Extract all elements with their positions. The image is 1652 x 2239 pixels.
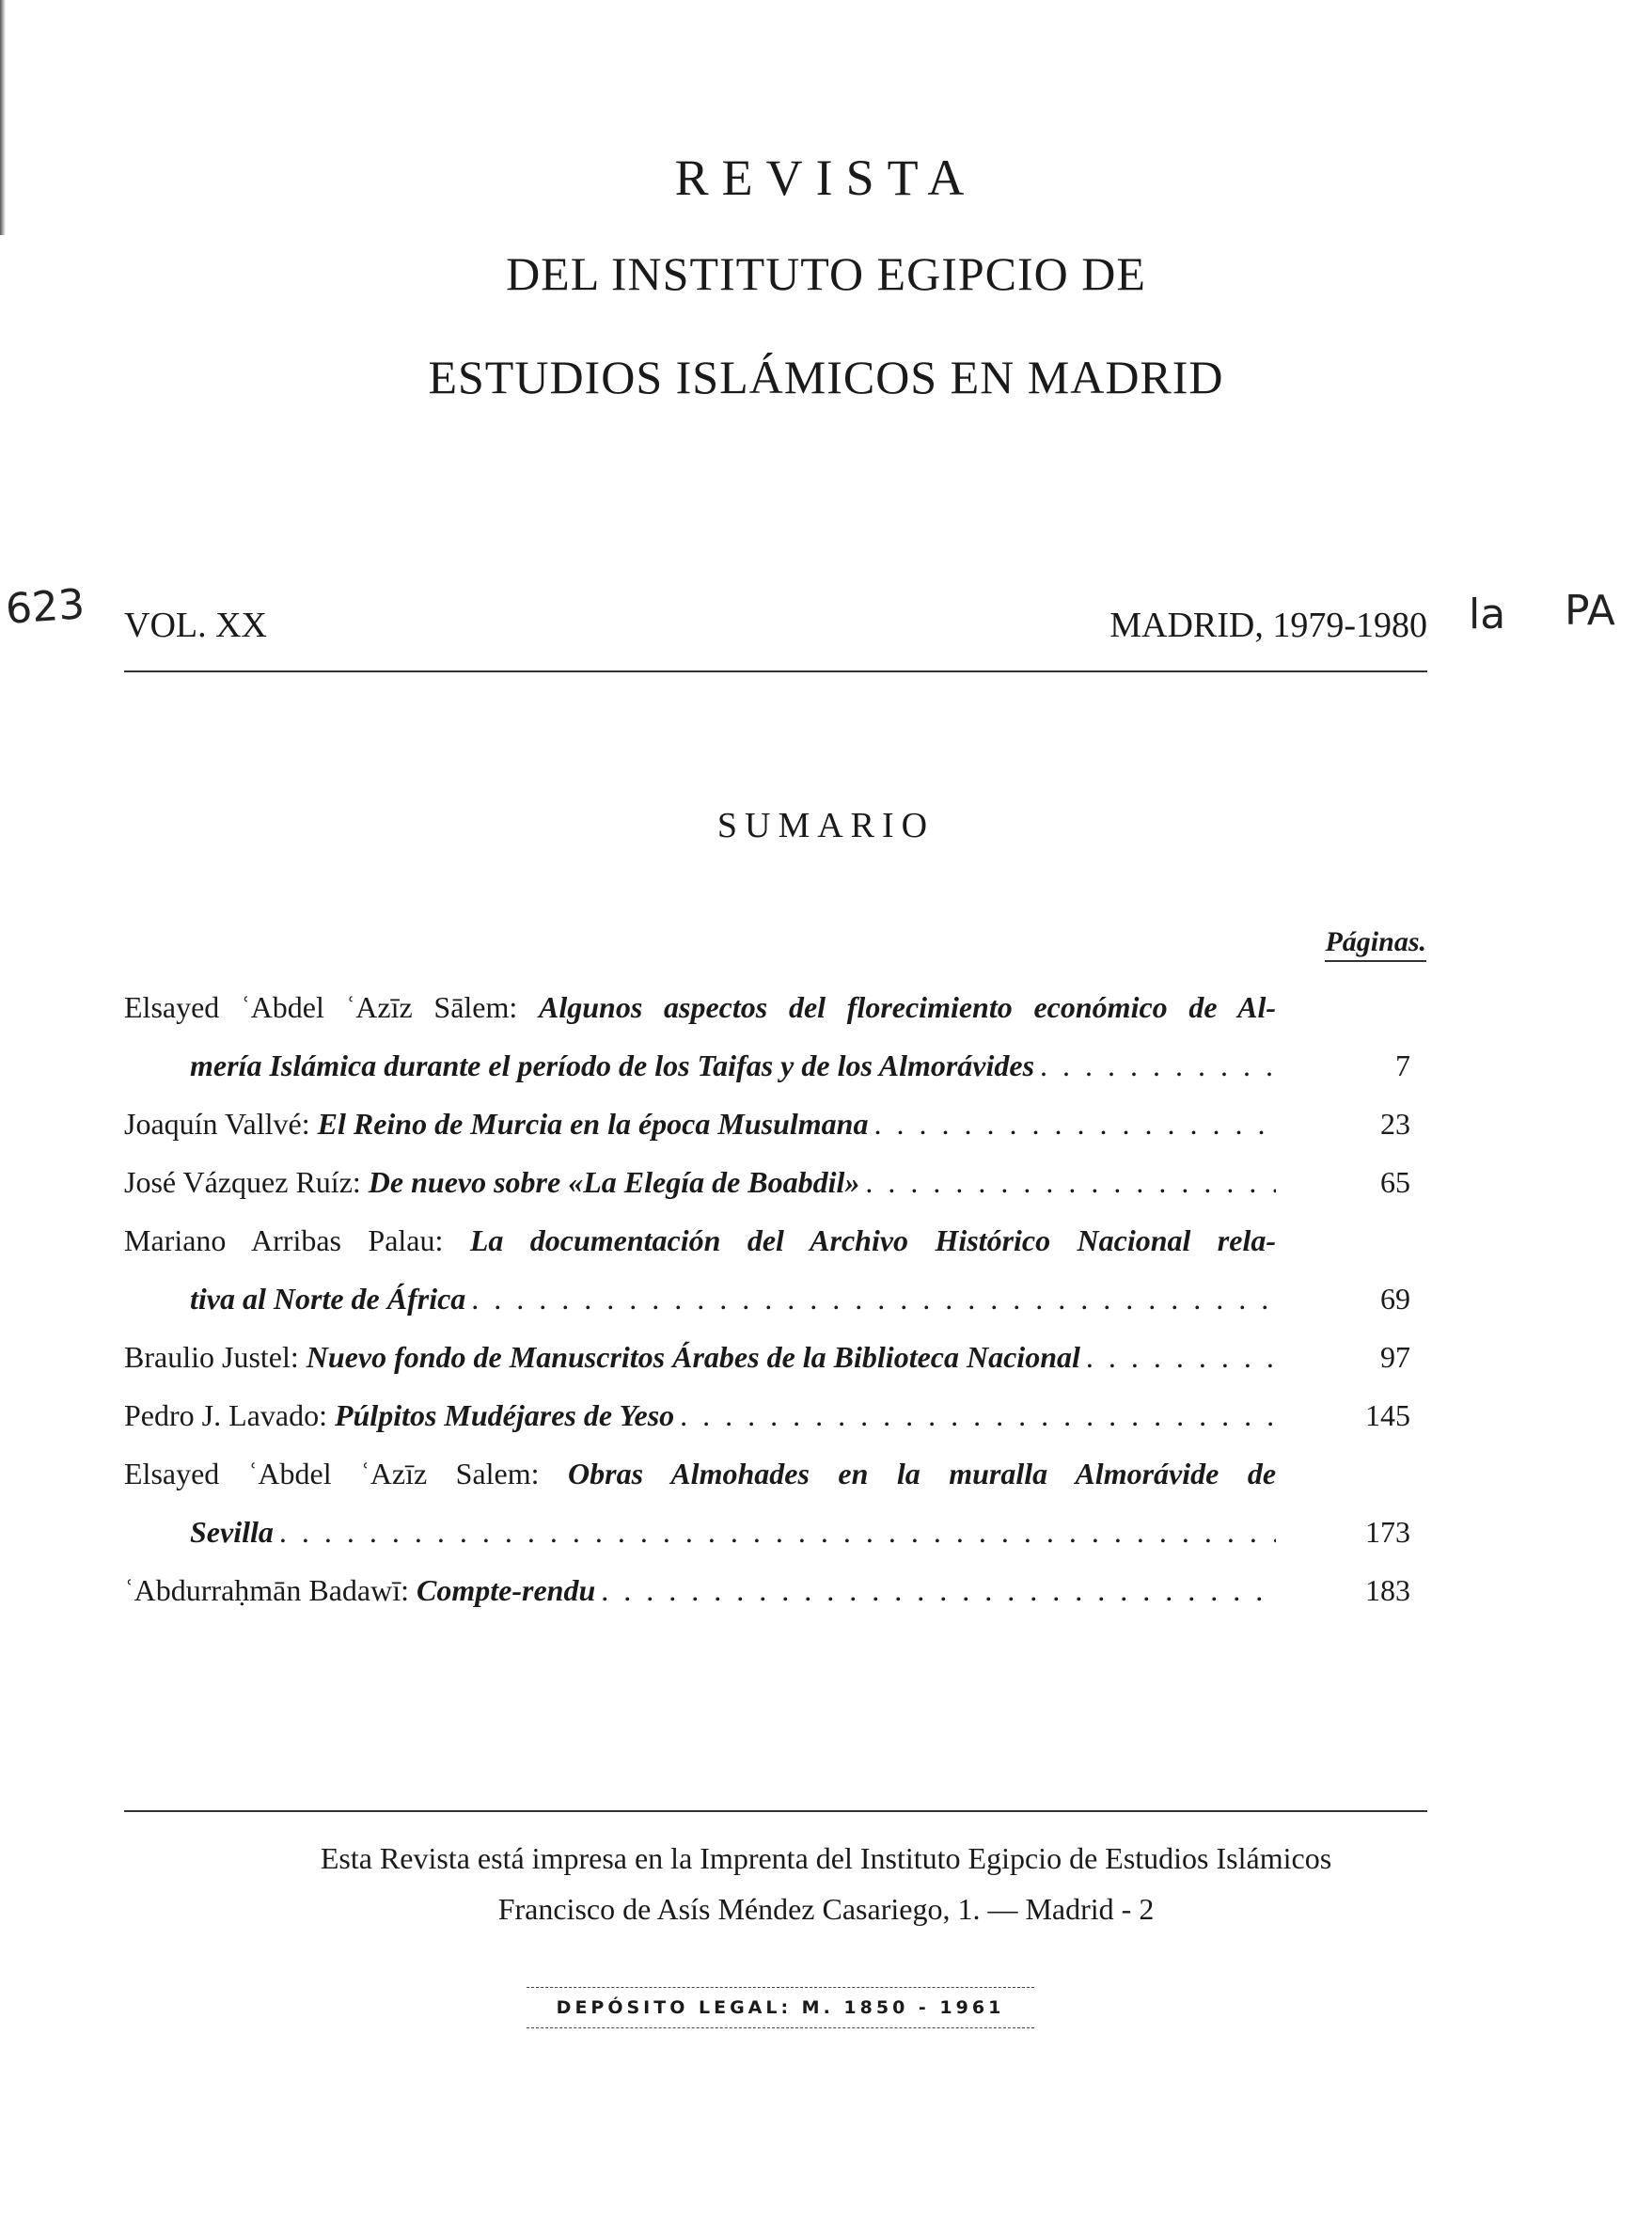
toc-title: La documentación del Archivo Histórico Nacional rela- bbox=[469, 1223, 1277, 1257]
footer-divider bbox=[124, 1810, 1427, 1812]
place-year: MADRID, 1979-1980 bbox=[1109, 606, 1427, 645]
toc-page-number: 145 bbox=[1365, 1398, 1410, 1432]
toc-entry bbox=[124, 1328, 1429, 1386]
toc-entry bbox=[124, 1386, 1429, 1444]
toc-author: ʿAbdurraḥmān Badawī: bbox=[124, 1573, 410, 1607]
legal-deposit-rule-bottom bbox=[527, 2027, 1034, 2028]
toc-title-continued: tiva al Norte de África bbox=[190, 1282, 466, 1316]
legal-deposit-box bbox=[527, 1987, 1034, 2028]
toc-title: Obras Almohades en la muralla Almorávide de bbox=[568, 1457, 1277, 1490]
toc-entry bbox=[124, 1095, 1429, 1153]
toc-title: Compte-rendu bbox=[417, 1573, 596, 1607]
toc-page-number: 23 bbox=[1380, 1107, 1410, 1141]
journal-title-line1: REVISTA bbox=[674, 150, 978, 206]
handwritten-note-right-2: PA bbox=[1565, 587, 1615, 635]
toc-author: Mariano Arribas Palau: bbox=[124, 1223, 444, 1257]
handwritten-note-left: 623 bbox=[4, 580, 87, 634]
leader-dots bbox=[601, 1561, 1276, 1619]
toc-title: Nuevo fondo de Manuscritos Árabes de la Biblioteca Nacional bbox=[306, 1340, 1080, 1374]
toc-title: Algunos aspectos del florecimiento económico de Al- bbox=[539, 990, 1277, 1024]
leader-dots bbox=[873, 1095, 1276, 1153]
toc-author: José Vázquez Ruíz: bbox=[124, 1165, 361, 1199]
header-divider bbox=[124, 670, 1427, 672]
handwritten-note-right-1: la bbox=[1469, 591, 1506, 639]
leader-dots bbox=[1040, 1036, 1276, 1095]
leader-dots bbox=[471, 1269, 1276, 1328]
table-of-contents bbox=[124, 978, 1429, 1619]
leader-dots bbox=[865, 1153, 1276, 1211]
toc-title: De nuevo sobre «La Elegía de Boabdil» bbox=[368, 1165, 860, 1199]
toc-entry bbox=[124, 1561, 1429, 1619]
toc-author: Elsayed ʿAbdel ʿAzīz Salem: bbox=[124, 1457, 540, 1490]
toc-author: Pedro J. Lavado: bbox=[124, 1398, 327, 1432]
toc-page-number: 69 bbox=[1380, 1282, 1410, 1316]
toc-author: Elsayed ʿAbdel ʿAzīz Sālem: bbox=[124, 990, 518, 1024]
leader-dots bbox=[1086, 1328, 1276, 1386]
toc-author: Braulio Justel: bbox=[124, 1340, 299, 1374]
leader-dots bbox=[680, 1386, 1276, 1444]
volume-label: VOL. XX bbox=[124, 606, 267, 645]
imprint-line-2: Francisco de Asís Méndez Casariego, 1. — Madrid - 2 bbox=[497, 1892, 1155, 1926]
toc-author: Joaquín Vallvé: bbox=[124, 1107, 310, 1141]
toc-entry bbox=[124, 1211, 1429, 1328]
toc-page-number: 173 bbox=[1365, 1515, 1410, 1549]
toc-entry bbox=[124, 1444, 1429, 1561]
toc-page-number: 97 bbox=[1380, 1340, 1410, 1374]
toc-title: Púlpitos Mudéjares de Yeso bbox=[334, 1398, 675, 1432]
toc-title: El Reino de Murcia en la época Musulmana bbox=[317, 1107, 869, 1141]
toc-entry bbox=[124, 1153, 1429, 1211]
toc-page-number: 183 bbox=[1365, 1573, 1410, 1607]
journal-title-line3: ESTUDIOS ISLÁMICOS EN MADRID bbox=[428, 351, 1224, 403]
toc-title-continued: mería Islámica durante el período de los Taifas y de los Almorávides bbox=[190, 1049, 1035, 1082]
sumario-heading: SUMARIO bbox=[716, 806, 936, 845]
legal-deposit-text: DEPÓSITO LEGAL: M. 1850 - 1961 bbox=[556, 1997, 1005, 2018]
toc-title-continued: Sevilla bbox=[190, 1515, 274, 1549]
imprint-line-1: Esta Revista está impresa en la Imprenta del Instituto Egipcio de Estudios Islámicos bbox=[320, 1841, 1332, 1875]
toc-page-number: 7 bbox=[1395, 1049, 1410, 1082]
journal-title-line2: DEL INSTITUTO EGIPCIO DE bbox=[506, 247, 1146, 300]
leader-dots bbox=[279, 1503, 1276, 1561]
pages-column-label: Páginas. bbox=[1325, 926, 1426, 962]
toc-page-number: 65 bbox=[1380, 1165, 1410, 1199]
toc-entry bbox=[124, 978, 1429, 1095]
